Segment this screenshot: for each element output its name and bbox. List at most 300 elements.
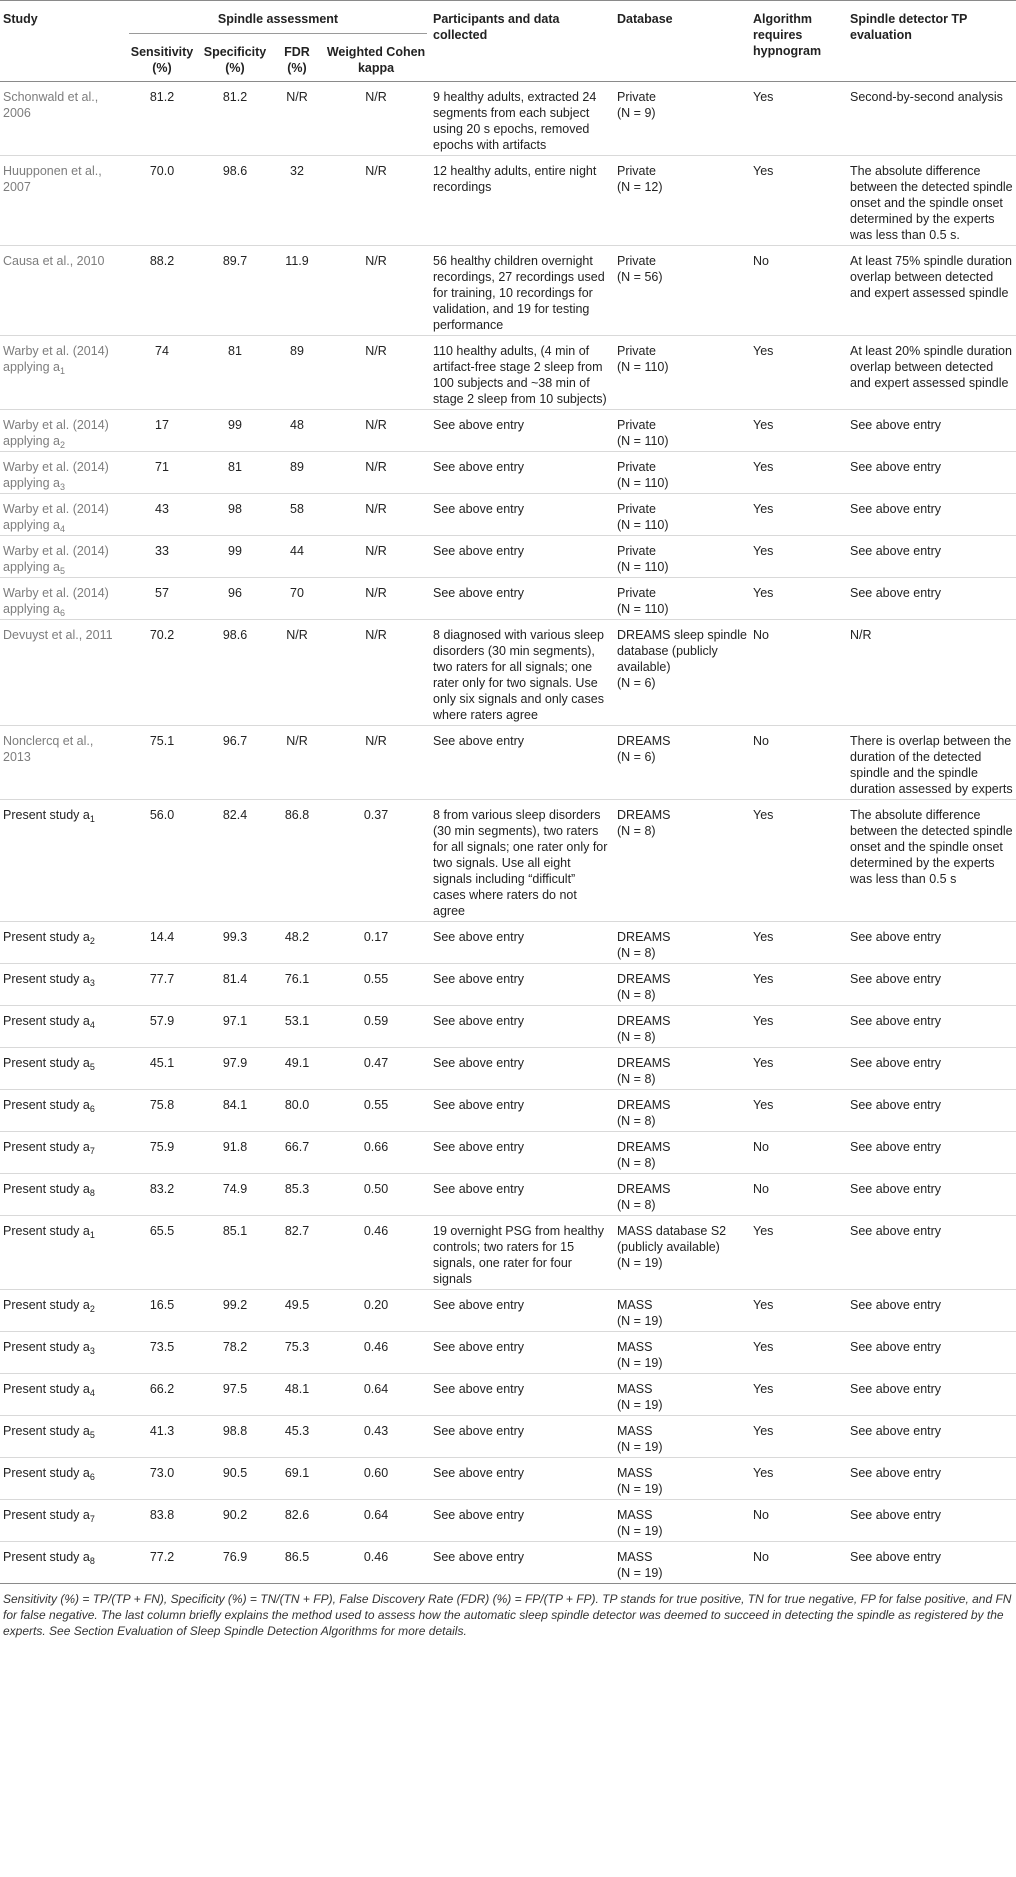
cell-tp-evaluation: See above entry: [850, 972, 942, 986]
table-row: [0, 1174, 1016, 1216]
table-row: [0, 410, 1016, 452]
cell-sensitivity: 77.2: [149, 1550, 175, 1564]
cell-hypnogram: Yes: [753, 930, 774, 944]
sample-size: (N = 19): [617, 1524, 663, 1538]
cell-kappa: 0.59: [363, 1014, 389, 1028]
database-name: Private: [617, 90, 656, 104]
cell-specificity: 98.8: [222, 1424, 248, 1438]
cell-tp-evaluation: See above entry: [850, 1466, 942, 1480]
database-name: Private: [617, 544, 656, 558]
cell-fdr: 75.3: [284, 1340, 310, 1354]
cell-hypnogram: Yes: [753, 1056, 774, 1070]
cell-hypnogram: Yes: [753, 586, 774, 600]
cell-database: [614, 1132, 750, 1174]
cell-participants: 19 overnight PSG from healthy controls; two raters for 15 signals, one rater for four signals: [433, 1224, 604, 1286]
cell-kappa: N/R: [365, 502, 387, 516]
cell-study: [0, 800, 126, 922]
header-tp-evaluation: Spindle detector TP evaluation: [850, 12, 968, 42]
sample-size: (N = 110): [617, 476, 669, 490]
cell-fdr: 70: [290, 586, 304, 600]
cell-database: [614, 726, 750, 800]
study-name: Present study a: [3, 1382, 90, 1396]
table-row: [0, 800, 1016, 922]
cell-kappa: N/R: [365, 90, 387, 104]
database-name: MASS: [617, 1508, 653, 1522]
algorithm-subscript: 6: [89, 1104, 95, 1114]
table-body: [0, 82, 1016, 1584]
cell-kappa: N/R: [365, 586, 387, 600]
cell-fdr: 76.1: [284, 972, 310, 986]
cell-hypnogram: Yes: [753, 972, 774, 986]
database-name: Private: [617, 502, 656, 516]
cell-kappa: N/R: [365, 628, 387, 642]
cell-database: [614, 1332, 750, 1374]
table-row: [0, 1090, 1016, 1132]
cell-database: [614, 800, 750, 922]
study-name: Present study a: [3, 1508, 90, 1522]
cell-database: [614, 336, 750, 410]
algorithm-subscript: 2: [89, 936, 95, 946]
database-name: DREAMS: [617, 1098, 671, 1112]
header-spindle-assessment: [126, 1, 430, 39]
cell-hypnogram: No: [753, 734, 769, 748]
cell-sensitivity: 14.4: [149, 930, 175, 944]
algorithm-subscript: 3: [89, 978, 95, 988]
cell-tp-evaluation: N/R: [850, 628, 872, 642]
cell-tp-evaluation: The absolute difference between the detected spindle onset and the spindle onset determined by the experts was less than 0.5 s.: [850, 164, 1013, 242]
cell-hypnogram: No: [753, 1182, 769, 1196]
header-study: Study: [3, 12, 38, 26]
cell-kappa: 0.20: [363, 1298, 389, 1312]
cell-fdr: 85.3: [284, 1182, 310, 1196]
cell-specificity: 85.1: [222, 1224, 248, 1238]
database-name: Private: [617, 418, 656, 432]
table-footnote: Sensitivity (%) = TP/(TP + FN), Specificity (%) = TN/(TN + FP), False Discovery Rate (FDR) (%) = FP/(TP + FP). TP stands for true positive, TN for true negative, FP for false positive, and FN for false negative. The last column briefly explains the method used to assess how the automatic sleep spindle detector was deemed to succeed in detecting the spindle as registered by the experts. See Section Evaluation of Sleep Spindle Detection Algorithms for more details.: [3, 1592, 1012, 1638]
cell-specificity: 96.7: [222, 734, 248, 748]
cell-study: [0, 1332, 126, 1374]
cell-hypnogram: Yes: [753, 544, 774, 558]
study-name: Schonwald et al., 2006: [3, 90, 99, 120]
database-name: Private: [617, 460, 656, 474]
database-name: DREAMS: [617, 734, 671, 748]
cell-sensitivity: 65.5: [149, 1224, 175, 1238]
cell-specificity: 82.4: [222, 808, 248, 822]
cell-tp-evaluation: At least 20% spindle duration overlap between detected and expert assessed spindle: [850, 344, 1012, 390]
cell-participants: See above entry: [433, 544, 525, 558]
cell-specificity: 78.2: [222, 1340, 248, 1354]
cell-fdr: 89: [290, 460, 304, 474]
cell-database: [614, 536, 750, 578]
cell-specificity: 97.1: [222, 1014, 248, 1028]
header-specificity: Specificity (%): [203, 45, 267, 75]
cell-tp-evaluation: The absolute difference between the detected spindle onset and the spindle onset determined by the experts was less than 0.5 s: [850, 808, 1013, 886]
cell-database: [614, 82, 750, 156]
cell-sensitivity: 73.5: [149, 1340, 175, 1354]
sample-size: (N = 19): [617, 1398, 663, 1412]
algorithm-subscript: 4: [89, 1020, 95, 1030]
study-name: Present study a: [3, 972, 90, 986]
database-name: DREAMS: [617, 930, 671, 944]
cell-fdr: 53.1: [284, 1014, 310, 1028]
cell-database: [614, 1006, 750, 1048]
cell-study: [0, 1132, 126, 1174]
cell-hypnogram: Yes: [753, 1382, 774, 1396]
cell-tp-evaluation: See above entry: [850, 930, 942, 944]
cell-database: [614, 246, 750, 336]
cell-study: [0, 726, 126, 800]
sample-size: (N = 8): [617, 946, 656, 960]
cell-specificity: 81: [228, 460, 242, 474]
cell-participants: See above entry: [433, 1182, 525, 1196]
study-name: Huupponen et al., 2007: [3, 164, 102, 194]
cell-hypnogram: No: [753, 254, 769, 268]
sample-size: (N = 8): [617, 988, 656, 1002]
cell-study: [0, 1006, 126, 1048]
cell-participants: 12 healthy adults, entire night recordings: [433, 164, 597, 194]
cell-specificity: 81.4: [222, 972, 248, 986]
cell-specificity: 99.2: [222, 1298, 248, 1312]
algorithm-subscript: 2: [60, 440, 66, 450]
cell-study: [0, 410, 126, 452]
database-name: DREAMS: [617, 1182, 671, 1196]
study-name: Present study a: [3, 1340, 90, 1354]
database-name: Private: [617, 586, 656, 600]
cell-kappa: 0.46: [363, 1550, 389, 1564]
cell-database: [614, 156, 750, 246]
cell-fdr: 11.9: [285, 254, 309, 268]
table-row: [0, 1216, 1016, 1290]
cell-hypnogram: Yes: [753, 1098, 774, 1112]
cell-hypnogram: Yes: [753, 164, 774, 178]
sample-size: (N = 8): [617, 824, 656, 838]
cell-specificity: 98.6: [222, 628, 248, 642]
cell-study: [0, 1048, 126, 1090]
cell-study: [0, 578, 126, 620]
table-row: [0, 1290, 1016, 1332]
cell-specificity: 84.1: [222, 1098, 248, 1112]
cell-sensitivity: 73.0: [149, 1466, 175, 1480]
table-row: [0, 82, 1016, 156]
cell-participants: 9 healthy adults, extracted 24 segments from each subject using 20 s epochs, removed epochs with artifacts: [433, 90, 597, 152]
study-name: Present study a: [3, 1550, 90, 1564]
cell-tp-evaluation: See above entry: [850, 1056, 942, 1070]
cell-sensitivity: 83.2: [149, 1182, 175, 1196]
cell-fdr: 66.7: [284, 1140, 310, 1154]
sample-size: (N = 110): [617, 360, 669, 374]
cell-kappa: 0.60: [363, 1466, 389, 1480]
cell-sensitivity: 16.5: [149, 1298, 175, 1312]
cell-kappa: 0.46: [363, 1224, 389, 1238]
cell-fdr: 89: [290, 344, 304, 358]
cell-kappa: N/R: [365, 418, 387, 432]
cell-participants: See above entry: [433, 586, 525, 600]
cell-study: [0, 1500, 126, 1542]
cell-kappa: N/R: [365, 164, 387, 178]
table-row: [0, 964, 1016, 1006]
cell-study: [0, 82, 126, 156]
cell-sensitivity: 75.9: [149, 1140, 175, 1154]
cell-tp-evaluation: See above entry: [850, 1098, 942, 1112]
cell-tp-evaluation: See above entry: [850, 586, 942, 600]
cell-tp-evaluation: See above entry: [850, 1508, 942, 1522]
cell-specificity: 76.9: [222, 1550, 248, 1564]
sample-size: (N = 110): [617, 602, 669, 616]
database-name: MASS: [617, 1298, 653, 1312]
sample-size: (N = 110): [617, 434, 669, 448]
table-row: [0, 536, 1016, 578]
cell-participants: 56 healthy children overnight recordings, 27 recordings used for training, 10 recordings for validation, and 19 for testing performance: [433, 254, 605, 332]
cell-specificity: 97.5: [222, 1382, 248, 1396]
cell-specificity: 99.3: [222, 930, 248, 944]
cell-hypnogram: Yes: [753, 1466, 774, 1480]
cell-database: [614, 1090, 750, 1132]
cell-tp-evaluation: At least 75% spindle duration overlap between detected and expert assessed spindle: [850, 254, 1012, 300]
study-name: Warby et al. (2014) applying a: [3, 544, 109, 574]
cell-fdr: 44: [290, 544, 304, 558]
algorithm-subscript: 8: [89, 1188, 95, 1198]
table-row: [0, 494, 1016, 536]
cell-sensitivity: 77.7: [149, 972, 175, 986]
database-name: MASS: [617, 1466, 653, 1480]
table-row: [0, 1416, 1016, 1458]
cell-fdr: 32: [290, 164, 304, 178]
cell-hypnogram: Yes: [753, 808, 774, 822]
database-name: MASS database S2 (publicly available): [617, 1224, 727, 1254]
cell-database: [614, 1416, 750, 1458]
algorithm-subscript: 2: [89, 1304, 95, 1314]
algorithm-subscript: 1: [60, 366, 66, 376]
cell-fdr: 48: [290, 418, 304, 432]
table-row: [0, 620, 1016, 726]
cell-fdr: 82.7: [284, 1224, 310, 1238]
cell-participants: See above entry: [433, 1424, 525, 1438]
cell-hypnogram: Yes: [753, 418, 774, 432]
sample-size: (N = 6): [617, 750, 656, 764]
cell-sensitivity: 17: [155, 418, 169, 432]
table-row: [0, 1542, 1016, 1584]
cell-tp-evaluation: See above entry: [850, 1014, 942, 1028]
cell-sensitivity: 75.1: [149, 734, 175, 748]
cell-database: [614, 922, 750, 964]
cell-study: [0, 452, 126, 494]
cell-tp-evaluation: See above entry: [850, 1298, 942, 1312]
cell-hypnogram: Yes: [753, 1298, 774, 1312]
cell-sensitivity: 81.2: [149, 90, 175, 104]
cell-specificity: 74.9: [222, 1182, 248, 1196]
cell-fdr: N/R: [286, 628, 308, 642]
cell-kappa: 0.47: [363, 1056, 389, 1070]
cell-kappa: 0.64: [363, 1508, 389, 1522]
algorithm-subscript: 1: [89, 814, 95, 824]
header-hypnogram: Algorithm requires hypnogram: [753, 12, 822, 58]
algorithm-subscript: 6: [60, 608, 66, 618]
sample-size: (N = 19): [617, 1440, 663, 1454]
algorithm-subscript: 4: [60, 524, 66, 534]
cell-participants: See above entry: [433, 1014, 525, 1028]
cell-tp-evaluation: See above entry: [850, 1182, 942, 1196]
cell-kappa: 0.17: [363, 930, 389, 944]
cell-specificity: 96: [228, 586, 242, 600]
algorithm-subscript: 5: [89, 1062, 95, 1072]
cell-database: [614, 1458, 750, 1500]
database-name: Private: [617, 164, 656, 178]
study-name: Nonclercq et al., 2013: [3, 734, 94, 764]
cell-participants: See above entry: [433, 1298, 525, 1312]
cell-tp-evaluation: See above entry: [850, 1340, 942, 1354]
table-row: [0, 726, 1016, 800]
sample-size: (N = 19): [617, 1482, 663, 1496]
cell-sensitivity: 33: [155, 544, 169, 558]
cell-study: [0, 536, 126, 578]
cell-fdr: 86.8: [284, 808, 310, 822]
cell-database: [614, 1174, 750, 1216]
cell-kappa: 0.46: [363, 1340, 389, 1354]
cell-participants: See above entry: [433, 1340, 525, 1354]
cell-participants: See above entry: [433, 460, 525, 474]
cell-kappa: N/R: [365, 254, 387, 268]
cell-specificity: 98: [228, 502, 242, 516]
cell-study: [0, 1174, 126, 1216]
database-name: DREAMS: [617, 972, 671, 986]
table-row: [0, 336, 1016, 410]
table-row: [0, 1332, 1016, 1374]
cell-tp-evaluation: Second-by-second analysis: [850, 90, 1003, 104]
cell-hypnogram: Yes: [753, 90, 774, 104]
cell-fdr: 82.6: [284, 1508, 310, 1522]
table-row: [0, 1132, 1016, 1174]
cell-fdr: 80.0: [284, 1098, 310, 1112]
cell-database: [614, 1500, 750, 1542]
cell-specificity: 90.5: [222, 1466, 248, 1480]
cell-study: [0, 1416, 126, 1458]
cell-participants: See above entry: [433, 972, 525, 986]
cell-fdr: N/R: [286, 734, 308, 748]
cell-hypnogram: No: [753, 1550, 769, 1564]
cell-fdr: 69.1: [284, 1466, 310, 1480]
cell-sensitivity: 41.3: [149, 1424, 175, 1438]
cell-sensitivity: 57: [155, 586, 169, 600]
cell-kappa: N/R: [365, 344, 387, 358]
algorithm-subscript: 7: [89, 1146, 95, 1156]
database-name: DREAMS: [617, 1140, 671, 1154]
cell-specificity: 81: [228, 344, 242, 358]
cell-specificity: 90.2: [222, 1508, 248, 1522]
header-kappa: Weighted Cohen kappa: [326, 45, 426, 75]
cell-tp-evaluation: See above entry: [850, 460, 942, 474]
cell-participants: See above entry: [433, 1466, 525, 1480]
table-row: [0, 1006, 1016, 1048]
header-fdr: FDR (%): [284, 45, 310, 75]
cell-study: [0, 620, 126, 726]
cell-database: [614, 410, 750, 452]
database-name: MASS: [617, 1550, 653, 1564]
study-name: Present study a: [3, 930, 90, 944]
study-name: Present study a: [3, 1224, 90, 1238]
sample-size: (N = 9): [617, 106, 656, 120]
cell-study: [0, 494, 126, 536]
sample-size: (N = 8): [617, 1114, 656, 1128]
study-name: Present study a: [3, 1466, 90, 1480]
cell-tp-evaluation: See above entry: [850, 418, 942, 432]
study-name: Warby et al. (2014) applying a: [3, 586, 109, 616]
cell-participants: 8 from various sleep disorders (30 min segments), two raters for all signals; one rater only for two signals. Use all eight signals including “difficult” cases where raters do not agree: [433, 808, 608, 918]
cell-specificity: 89.7: [222, 254, 248, 268]
cell-participants: See above entry: [433, 1382, 525, 1396]
study-name: Warby et al. (2014) applying a: [3, 460, 109, 490]
cell-hypnogram: No: [753, 628, 769, 642]
cell-database: [614, 578, 750, 620]
cell-database: [614, 620, 750, 726]
cell-sensitivity: 83.8: [149, 1508, 175, 1522]
algorithm-subscript: 8: [89, 1556, 95, 1566]
cell-kappa: 0.55: [363, 972, 389, 986]
cell-kappa: 0.37: [363, 808, 389, 822]
cell-kappa: N/R: [365, 460, 387, 474]
study-name: Warby et al. (2014) applying a: [3, 344, 109, 374]
algorithm-subscript: 7: [89, 1514, 95, 1524]
sample-size: (N = 8): [617, 1156, 656, 1170]
cell-sensitivity: 43: [155, 502, 169, 516]
cell-database: [614, 1542, 750, 1584]
database-name: MASS: [617, 1340, 653, 1354]
cell-specificity: 91.8: [222, 1140, 248, 1154]
cell-database: [614, 1374, 750, 1416]
cell-hypnogram: Yes: [753, 1424, 774, 1438]
cell-database: [614, 964, 750, 1006]
algorithm-subscript: 4: [89, 1388, 95, 1398]
sample-size: (N = 6): [617, 676, 656, 690]
header-database: Database: [617, 12, 673, 26]
cell-database: [614, 1216, 750, 1290]
cell-study: [0, 246, 126, 336]
cell-hypnogram: No: [753, 1140, 769, 1154]
study-name: Present study a: [3, 1098, 90, 1112]
sample-size: (N = 19): [617, 1256, 663, 1270]
cell-fdr: 58: [290, 502, 304, 516]
cell-participants: See above entry: [433, 502, 525, 516]
cell-tp-evaluation: See above entry: [850, 1224, 942, 1238]
table-row: [0, 578, 1016, 620]
cell-specificity: 98.6: [222, 164, 248, 178]
algorithm-subscript: 5: [89, 1430, 95, 1440]
cell-study: [0, 1458, 126, 1500]
header-sensitivity: Sensitivity (%): [130, 45, 194, 75]
cell-fdr: N/R: [286, 90, 308, 104]
cell-hypnogram: Yes: [753, 460, 774, 474]
sample-size: (N = 19): [617, 1566, 663, 1580]
sample-size: (N = 110): [617, 560, 669, 574]
cell-sensitivity: 71: [155, 460, 169, 474]
database-name: Private: [617, 254, 656, 268]
study-name: Devuyst et al., 2011: [3, 628, 113, 642]
study-name: Present study a: [3, 808, 90, 822]
header-spindle-assessment-label: Spindle assessment: [129, 11, 427, 34]
cell-kappa: N/R: [365, 734, 387, 748]
study-name: Causa et al., 2010: [3, 254, 105, 268]
cell-hypnogram: Yes: [753, 1014, 774, 1028]
cell-participants: See above entry: [433, 1508, 525, 1522]
sample-size: (N = 19): [617, 1356, 663, 1370]
cell-fdr: 48.2: [284, 930, 310, 944]
cell-sensitivity: 74: [155, 344, 169, 358]
database-name: DREAMS: [617, 808, 671, 822]
cell-database: [614, 494, 750, 536]
cell-hypnogram: Yes: [753, 502, 774, 516]
table-row: [0, 246, 1016, 336]
cell-study: [0, 1090, 126, 1132]
table-row: [0, 156, 1016, 246]
study-name: Present study a: [3, 1014, 90, 1028]
